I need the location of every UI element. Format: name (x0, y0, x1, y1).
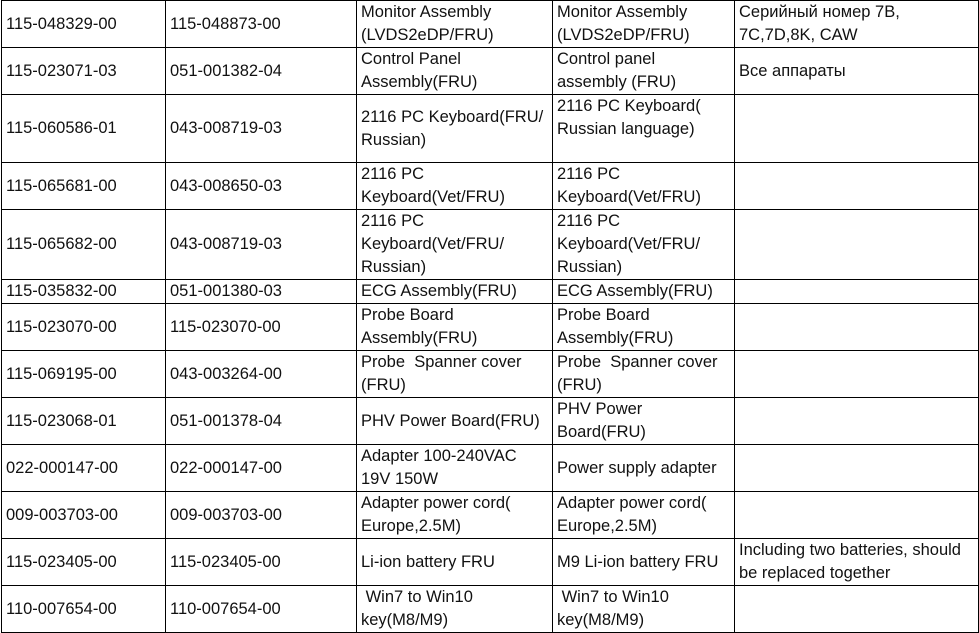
table-row (2, 280, 979, 304)
replacement-number-cell: 009-003703-00 (166, 492, 357, 539)
part-description-cell: Probe Board Assembly(FRU) (553, 304, 735, 351)
replacement-number-cell: 115-048873-00 (166, 1, 357, 48)
table-row (2, 492, 979, 539)
table-row (2, 304, 979, 351)
part-number-cell: 115-048329-00 (2, 1, 166, 48)
table-row (2, 445, 979, 492)
part-description-cell: 2116 PC Keyboard(Vet/FRU/ Russian) (553, 210, 735, 280)
part-description-cell: M9 Li-ion battery FRU (553, 539, 735, 586)
part-number-cell: 115-023068-01 (2, 398, 166, 445)
table-row (2, 351, 979, 398)
part-description-cell: Probe Spanner cover (FRU) (553, 351, 735, 398)
part-name-cell: Monitor Assembly (LVDS2eDP/FRU) (357, 1, 553, 48)
part-description-cell: PHV Power Board(FRU) (553, 398, 735, 445)
part-number-cell: 115-023071-03 (2, 48, 166, 95)
parts-table (1, 0, 979, 633)
part-description-cell: Monitor Assembly (LVDS2eDP/FRU) (553, 1, 735, 48)
table-row (2, 48, 979, 95)
part-name-cell: Win7 to Win10 key(M8/M9) (357, 586, 553, 633)
part-number-cell: 115-035832-00 (2, 280, 166, 304)
replacement-number-cell: 043-003264-00 (166, 351, 357, 398)
remark-cell: Серийный номер 7B, 7C,7D,8K, CAW (735, 1, 979, 48)
table-row (2, 210, 979, 280)
part-number-cell: 115-023405-00 (2, 539, 166, 586)
table-row (2, 163, 979, 210)
part-description-cell: Adapter power cord( Europe,2.5M) (553, 492, 735, 539)
replacement-number-cell: 051-001380-03 (166, 280, 357, 304)
replacement-number-cell: 043-008719-03 (166, 210, 357, 280)
part-name-cell: 2116 PC Keyboard(Vet/FRU/ Russian) (357, 210, 553, 280)
part-number-cell: 115-065681-00 (2, 163, 166, 210)
table-row (2, 539, 979, 586)
part-number-cell: 115-060586-01 (2, 95, 166, 163)
part-name-cell: Li-ion battery FRU (357, 539, 553, 586)
part-number-cell: 115-069195-00 (2, 351, 166, 398)
remark-cell (735, 445, 979, 492)
replacement-number-cell: 110-007654-00 (166, 586, 357, 633)
part-number-cell: 022-000147-00 (2, 445, 166, 492)
replacement-number-cell: 051-001382-04 (166, 48, 357, 95)
table-row (2, 95, 979, 163)
replacement-number-cell: 051-001378-04 (166, 398, 357, 445)
part-description-cell: ECG Assembly(FRU) (553, 280, 735, 304)
replacement-number-cell: 115-023070-00 (166, 304, 357, 351)
remark-cell: Including two batteries, should be replaced together (735, 539, 979, 586)
part-name-cell: Adapter power cord( Europe,2.5M) (357, 492, 553, 539)
remark-cell (735, 163, 979, 210)
replacement-number-cell: 115-023405-00 (166, 539, 357, 586)
part-description-cell: Power supply adapter (553, 445, 735, 492)
remark-cell (735, 210, 979, 280)
part-number-cell: 115-023070-00 (2, 304, 166, 351)
remark-cell (735, 304, 979, 351)
remark-cell (735, 398, 979, 445)
part-description-cell: Control panel assembly (FRU) (553, 48, 735, 95)
replacement-number-cell: 043-008650-03 (166, 163, 357, 210)
part-name-cell: Probe Spanner cover (FRU) (357, 351, 553, 398)
part-name-cell: PHV Power Board(FRU) (357, 398, 553, 445)
replacement-number-cell: 043-008719-03 (166, 95, 357, 163)
part-description-cell: Win7 to Win10 key(M8/M9) (553, 586, 735, 633)
part-number-cell: 115-065682-00 (2, 210, 166, 280)
part-number-cell: 009-003703-00 (2, 492, 166, 539)
replacement-number-cell: 022-000147-00 (166, 445, 357, 492)
remark-cell (735, 586, 979, 633)
table-row (2, 398, 979, 445)
part-name-cell: Adapter 100-240VAC 19V 150W (357, 445, 553, 492)
remark-cell: Все аппараты (735, 48, 979, 95)
table-row (2, 586, 979, 633)
part-name-cell: ECG Assembly(FRU) (357, 280, 553, 304)
remark-cell (735, 95, 979, 163)
part-name-cell: Probe Board Assembly(FRU) (357, 304, 553, 351)
part-description-cell: 2116 PC Keyboard(Vet/FRU) (553, 163, 735, 210)
part-description-cell: 2116 PC Keyboard( Russian language) (553, 95, 735, 163)
part-name-cell: 2116 PC Keyboard(FRU/ Russian) (357, 95, 553, 163)
part-name-cell: 2116 PC Keyboard(Vet/FRU) (357, 163, 553, 210)
table-row (2, 1, 979, 48)
remark-cell (735, 280, 979, 304)
part-number-cell: 110-007654-00 (2, 586, 166, 633)
remark-cell (735, 492, 979, 539)
part-name-cell: Control Panel Assembly(FRU) (357, 48, 553, 95)
remark-cell (735, 351, 979, 398)
